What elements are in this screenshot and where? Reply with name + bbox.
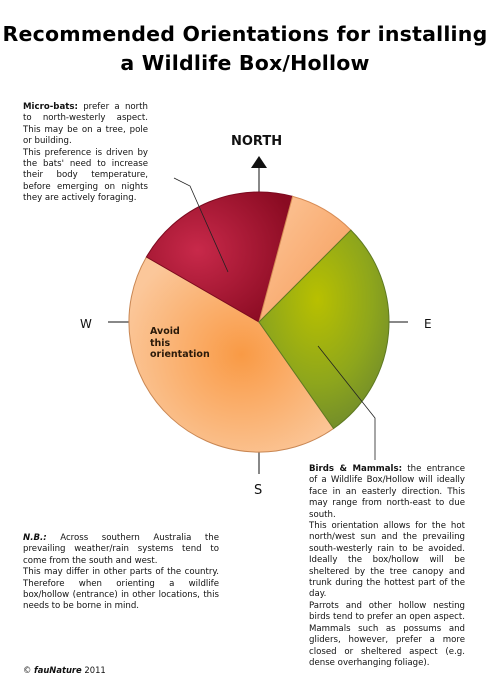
avoid-label-line-1: Avoid xyxy=(150,326,180,337)
title-line-1: Recommended Orientations for installing xyxy=(2,22,488,46)
north-arrow-icon xyxy=(251,156,267,168)
south-label: S xyxy=(254,483,263,498)
east-label: E xyxy=(424,317,432,331)
avoid-label-line-2: this xyxy=(150,337,171,349)
nb-note-text-1: Across southern Australia the prevailing weather/rain systems tend to come from the south and west. xyxy=(23,533,219,566)
north-label: NORTH xyxy=(231,134,283,149)
bats-note-text-1: prefer a north to north-westerly aspect. This may be on a tree, pole or building. xyxy=(23,102,148,147)
bats-note-heading: Micro-bats: xyxy=(23,102,78,112)
copyright-symbol: © xyxy=(23,665,32,675)
avoid-orientation-label xyxy=(150,326,230,361)
birds-note-text-1: the entrance of a Wildlife Box/Hollow will ideally face in an easterly direction. This may range from north-east to due south. xyxy=(309,464,465,520)
micro-bats-note xyxy=(23,102,148,205)
nb-note-heading: N.B.: xyxy=(23,533,47,543)
nb-note-text-2: This may differ in other parts of the country. Therefore when orienting a wildlife box/hollow (entrance) in other locations, this needs to be borne in mind. xyxy=(23,567,219,612)
birds-note-heading: Birds & Mammals: xyxy=(309,464,403,474)
copyright-year: 2011 xyxy=(84,665,106,675)
west-label: W xyxy=(80,317,92,331)
copyright xyxy=(23,665,106,676)
birds-note-text-3: Parrots and other hollow nesting birds tend to prefer an open aspect. Mammals such as possums and gliders, however, prefer a more closed or sheltered aspect (e.g. dense overhanging foliage). xyxy=(309,600,465,668)
nb-note xyxy=(23,533,219,613)
birds-note-text-2: This orientation allows for the hot north/west sun and the prevailing south-westerly rain to be avoided. Ideally the box/hollow will be sheltered by the tree canopy and trunk during the hottest part of the day. xyxy=(309,521,465,600)
copyright-brand: fauNature xyxy=(34,665,82,675)
avoid-label-line-3: orientation xyxy=(150,349,210,360)
bats-note-text-2: This preference is driven by the bats' need to increase their body temperature, before emerging on nights they are actively foraging. xyxy=(23,147,148,204)
birds-mammals-note xyxy=(309,464,465,669)
title-line-2: a Wildlife Box/Hollow xyxy=(120,51,370,75)
